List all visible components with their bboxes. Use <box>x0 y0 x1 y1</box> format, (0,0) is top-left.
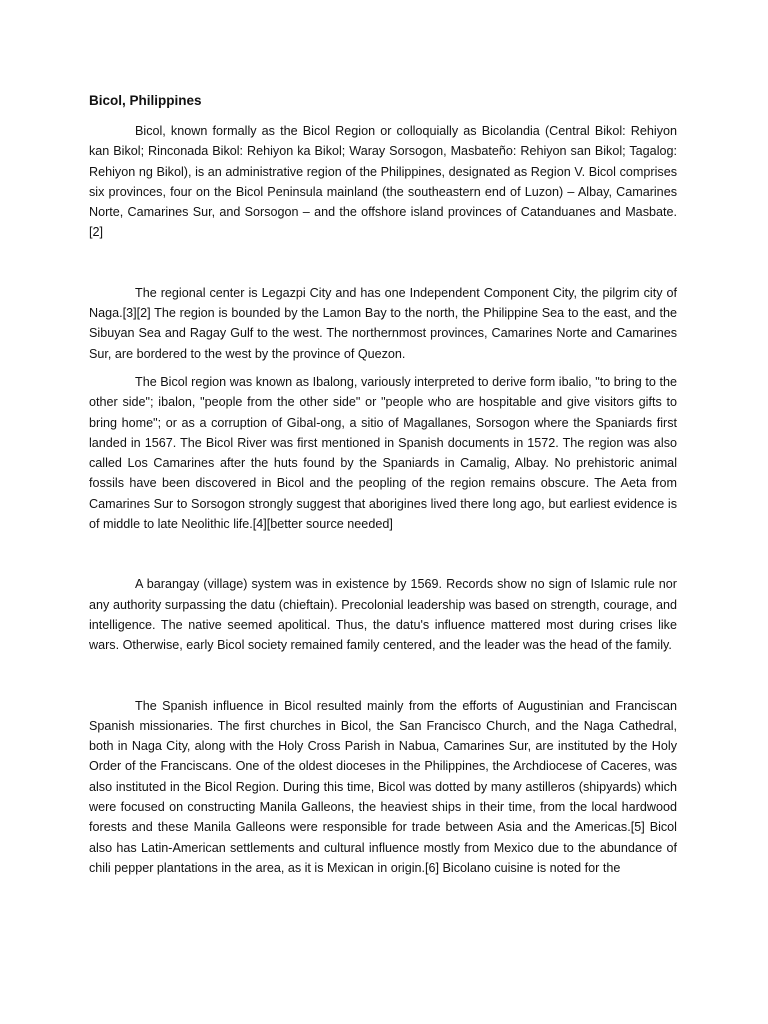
paragraph-intro: Bicol, known formally as the Bicol Region or colloquially as Bicolandia (Central Bikol: Rehiyon kan Bikol; Rinconada Bikol: Rehiyon ka Bikol; Waray Sorsogon, Masbateño: Rehiyon san Bikol; Tagalog: Rehiyon ng Bikol), is an administrative region of the Philippines, designated as Region V. Bicol comprises six provinces, four on the Bicol Peninsula mainland (the southeastern end of Luzon) – Albay, Camarines Norte, Camarines Sur, and Sorsogon – and the offshore island provinces of Catanduanes and Masbate.[2] <box>89 124 677 240</box>
paragraph-ibalong: The Bicol region was known as Ibalong, variously interpreted to derive form ibalio, "to bring to the other side"; ibalon, "people from the other side" or "people who are hospitable and give visitors gifts to bring home"; or as a corruption of Gibal-ong, a sitio of Magallanes, Sorsogon where the Spaniards first landed in 1567. The Bicol River was first mentioned in Spanish documents in 1572. The region was also called Los Camarines after the huts found by the Spaniards in Camalig, Albay. No prehistoric animal fossils have been discovered in Bicol and the peopling of the region remains obscure. The Aeta from Camarines Sur to Sorsogon strongly suggest that aborigines lived there long ago, but earliest evidence is of middle to late Neolithic life.[4][better source needed] <box>89 374 677 532</box>
paragraph-spacer <box>89 656 677 696</box>
paragraph-barangay: A barangay (village) system was in existence by 1569. Records show no sign of Islamic rule nor any authority surpassing the datu (chieftain). Precolonial leadership was based on strength, courage, and intelligence. The native seemed apolitical. Thus, the datu's influence mattered most during crises like wars. Otherwise, early Bicol society remained family centered, and the leader was the head of the family. <box>89 577 677 653</box>
document-body <box>89 91 677 878</box>
paragraph-spanish-influence: The Spanish influence in Bicol resulted mainly from the efforts of Augustinian and Franciscan Spanish missionaries. The first churches in Bicol, the San Francisco Church, and the Naga Cathedral, both in Naga City, along with the Holy Cross Parish in Nabua, Camarines Sur, are instituted by the Holy Order of the Franciscans. One of the oldest dioceses in the Philippines, the Archdiocese of Caceres, was also instituted in the Bicol Region. During this time, Bicol was dotted by many astilleros (shipyards) which were focused on constructing Manila Galleons, the heaviest ships in their time, from the local hardwood forests and these Manila Galleons were responsible for trade between Asia and the Americas.[5] Bicol also has Latin-American settlements and cultural influence mostly from Mexico due to the abundance of chili pepper plantations in the area, as it is Mexican in origin.[6] Bicolano cuisine is noted for the <box>89 698 677 875</box>
paragraph-spacer <box>89 534 677 574</box>
paragraph-spacer <box>89 243 677 283</box>
paragraph-regional-center: The regional center is Legazpi City and has one Independent Component City, the pilgrim city of Naga.[3][2] The region is bounded by the Lamon Bay to the north, the Philippine Sea to the east, and the Sibuyan Sea and Ragay Gulf to the west. The northernmost provinces, Camarines Norte and Camarines Sur, are bordered to the west by the province of Quezon. <box>89 285 677 361</box>
document-title: Bicol, Philippines <box>89 93 202 108</box>
paragraph-spacer <box>89 364 677 372</box>
